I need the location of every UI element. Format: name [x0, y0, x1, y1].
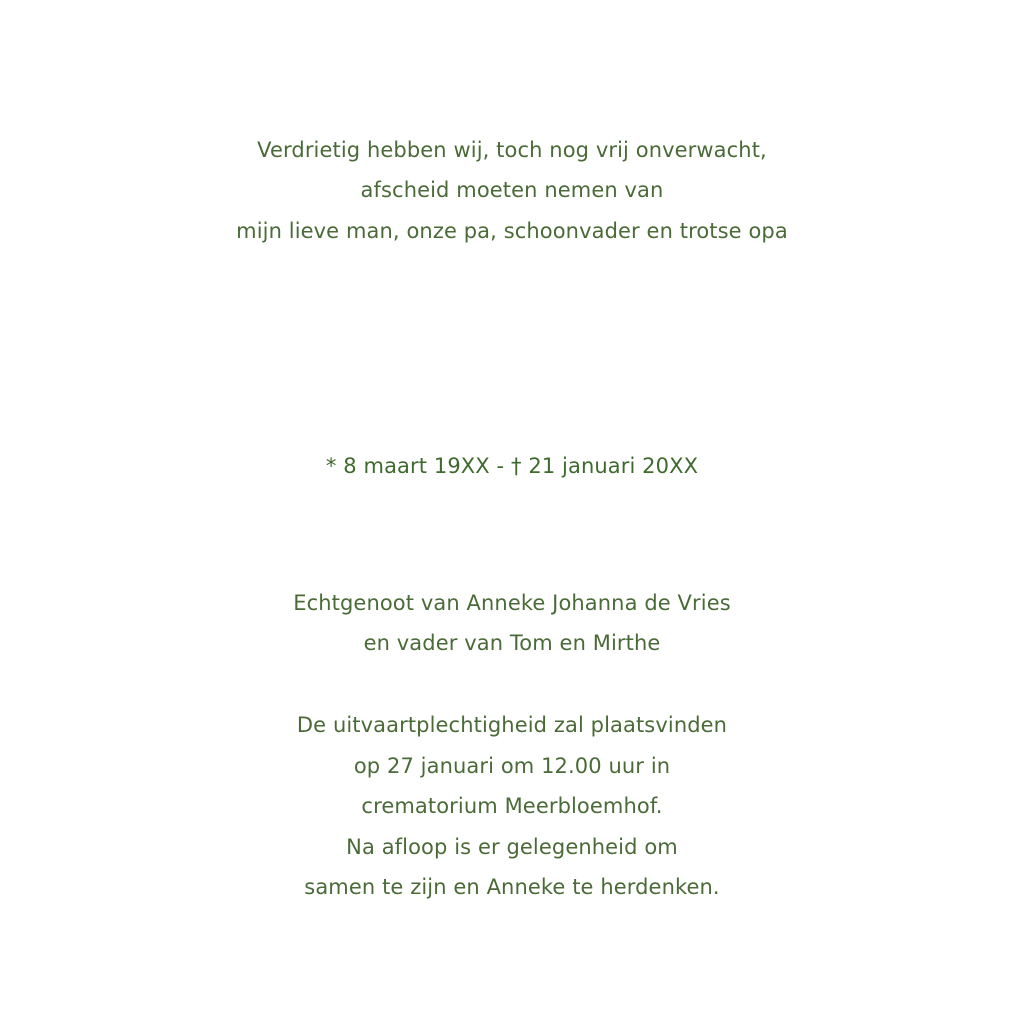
birth-death-dates: * 8 maart 19XX - † 21 januari 20XX	[325, 454, 699, 478]
opening-line-2: afscheid moeten nemen van	[360, 178, 664, 202]
family-line-2: en vader van Tom en Mirthe	[363, 631, 661, 655]
family-line-1: Echtgenoot van Anneke Johanna de Vries	[293, 591, 731, 615]
ceremony-line-2: op 27 januari om 12.00 uur in	[353, 754, 671, 778]
ceremony-line-4: Na afloop is er gelegenheid om	[346, 835, 678, 859]
ceremony-line-5: samen te zijn en Anneke te herdenken.	[304, 875, 720, 899]
ceremony-line-3: crematorium Meerbloemhof.	[361, 794, 663, 818]
opening-line-1: Verdrietig hebben wij, toch nog vrij onverwacht,	[257, 138, 767, 162]
opening-line-3: mijn lieve man, onze pa, schoonvader en trotse opa	[236, 219, 788, 243]
ceremony-line-1: De uitvaartplechtigheid zal plaatsvinden	[296, 713, 728, 737]
